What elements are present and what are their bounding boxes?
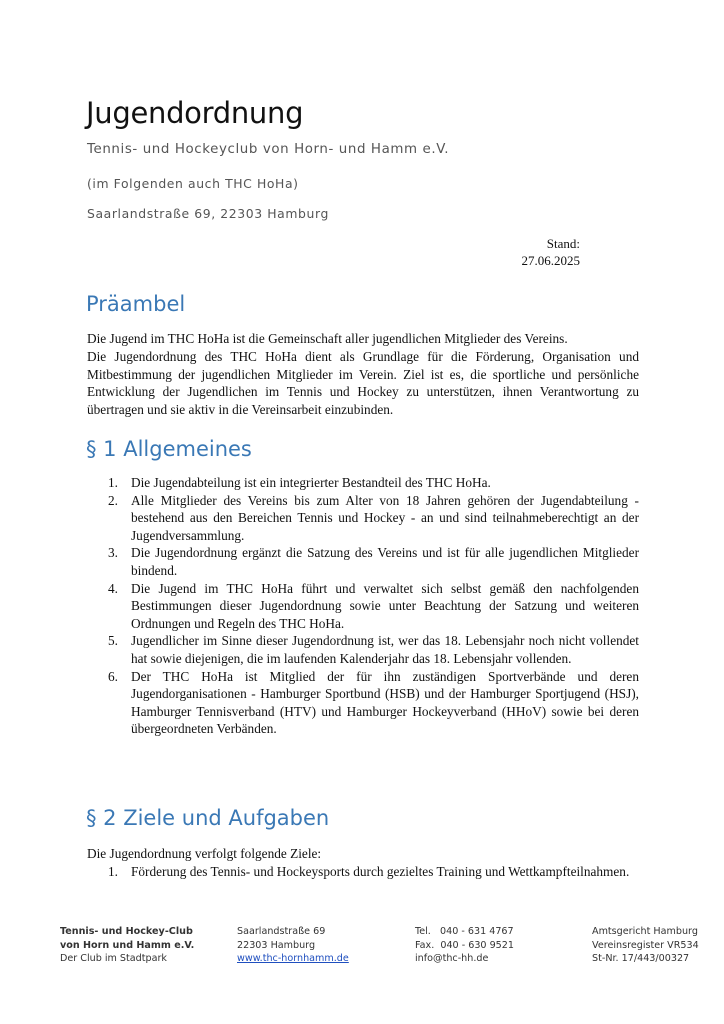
heading-section-1: § 1 Allgemeines bbox=[86, 437, 252, 461]
list-item-text: Der THC HoHa ist Mitglied der für ihn zuständigen Sportverbände und deren Jugendorganisationen - Hamburger Sportbund (HSB) und der Hamburger Sportjugend (HSJ), Hamburger Tennisverband (HTV) und Hamburger Hockeyverband (HHoV) sowie bei deren übergeordneten Verbänden. bbox=[131, 668, 639, 737]
footer-phone: Tel. 040 - 631 4767 bbox=[415, 926, 514, 937]
section-1-list bbox=[87, 474, 639, 738]
footer-email: info@thc-hh.de bbox=[415, 953, 489, 964]
list-item-text: Jugendlicher im Sinne dieser Jugendordnung ist, wer das 18. Lebensjahr noch nicht vollendet hat sowie diejenigen, die im laufenden Kalenderjahr das 18. Lebensjahr vollenden. bbox=[131, 633, 639, 666]
footer-court: Amtsgericht Hamburg bbox=[592, 926, 698, 937]
footer-club-name-line-1: Tennis- und Hockey-Club bbox=[60, 926, 193, 937]
footer-address-column bbox=[237, 925, 349, 966]
footer-tax-number: St-Nr. 17/443/00327 bbox=[592, 953, 690, 964]
footer-fax: Fax. 040 - 630 9521 bbox=[415, 939, 514, 951]
list-item bbox=[87, 474, 639, 492]
club-address: Saarlandstraße 69, 22303 Hamburg bbox=[87, 206, 329, 221]
section-2-list bbox=[87, 863, 639, 881]
list-item-number: 3. bbox=[108, 545, 118, 561]
list-item bbox=[87, 632, 639, 667]
list-item-text: Die Jugendordnung ergänzt die Satzung des Vereins und ist für alle jugendlichen Mitglieder bindend. bbox=[131, 545, 639, 578]
list-item bbox=[87, 863, 639, 881]
heading-praeambel: Präambel bbox=[86, 292, 186, 316]
list-item-text: Die Jugendabteilung ist ein integrierter Bestandteil des THC HoHa. bbox=[131, 475, 491, 490]
footer-register: Vereinsregister VR534 bbox=[592, 939, 699, 951]
list-item-number: 2. bbox=[108, 492, 118, 508]
list-item-text: Die Jugend im THC HoHa führt und verwaltet sich selbst gemäß den nachfolgenden Bestimmungen dieser Jugendordnung sowie unter Beachtung der Satzung und weiteren Ordnungen und Regeln des THC HoHa. bbox=[131, 580, 639, 631]
praeambel-paragraph-2: Die Jugendordnung des THC HoHa dient als Grundlage für die Förderung, Organisation und Mitbestimmung der jugendlichen Mitglieder im Verein. Ziel ist es, die sportliche und persönliche Entwicklung der Jugendlichen im Tennis und Hockey zu unterstützen, ihnen Verantwortung zu übertragen und sie aktiv in die Vereinsarbeit einzubinden. bbox=[87, 349, 639, 417]
footer-city: 22303 Hamburg bbox=[237, 939, 316, 951]
list-item bbox=[87, 492, 639, 545]
list-item-text: Förderung des Tennis- und Hockeysports durch gezieltes Training und Wettkampfteilnahmen. bbox=[131, 864, 630, 879]
footer-club-column bbox=[60, 925, 194, 966]
footer-register-column bbox=[592, 925, 699, 966]
section-2-intro: Die Jugendordnung verfolgt folgende Ziele: bbox=[87, 846, 322, 861]
list-item bbox=[87, 580, 639, 633]
list-item-number: 4. bbox=[108, 580, 118, 596]
club-name: Tennis- und Hockeyclub von Horn- und Hamm e.V. bbox=[87, 142, 450, 157]
list-item bbox=[87, 668, 639, 738]
stand-date: 27.06.2025 bbox=[521, 253, 580, 268]
list-item-number: 1. bbox=[108, 864, 118, 879]
list-item-text: Alle Mitglieder des Vereins bis zum Alter von 18 Jahren gehören der Jugendabteilung - bestehend aus den Bereichen Tennis und Hockey - an und sind teilnahmeberechtigt an der Jugendversammlung. bbox=[131, 492, 639, 543]
footer-street: Saarlandstraße 69 bbox=[237, 926, 326, 937]
stand-block bbox=[522, 235, 581, 269]
footer-club-name-line-2: von Horn und Hamm e.V. bbox=[60, 939, 195, 951]
footer-club-slogan: Der Club im Stadtpark bbox=[60, 953, 167, 964]
list-item-number: 1. bbox=[108, 475, 118, 490]
stand-label: Stand: bbox=[546, 236, 580, 251]
praeambel-paragraph-1: Die Jugend im THC HoHa ist die Gemeinschaft aller jugendlichen Mitglieder des Vereins. bbox=[87, 331, 568, 346]
list-item bbox=[87, 544, 639, 579]
list-item-number: 5. bbox=[108, 633, 118, 649]
heading-section-2: § 2 Ziele und Aufgaben bbox=[86, 806, 330, 830]
footer-website-link[interactable]: www.thc-hornhamm.de bbox=[237, 953, 349, 964]
document-title: Jugendordnung bbox=[86, 96, 304, 130]
club-short-name: (im Folgenden auch THC HoHa) bbox=[87, 176, 299, 191]
footer-contact-column bbox=[415, 925, 514, 966]
list-item-number: 6. bbox=[108, 668, 118, 684]
